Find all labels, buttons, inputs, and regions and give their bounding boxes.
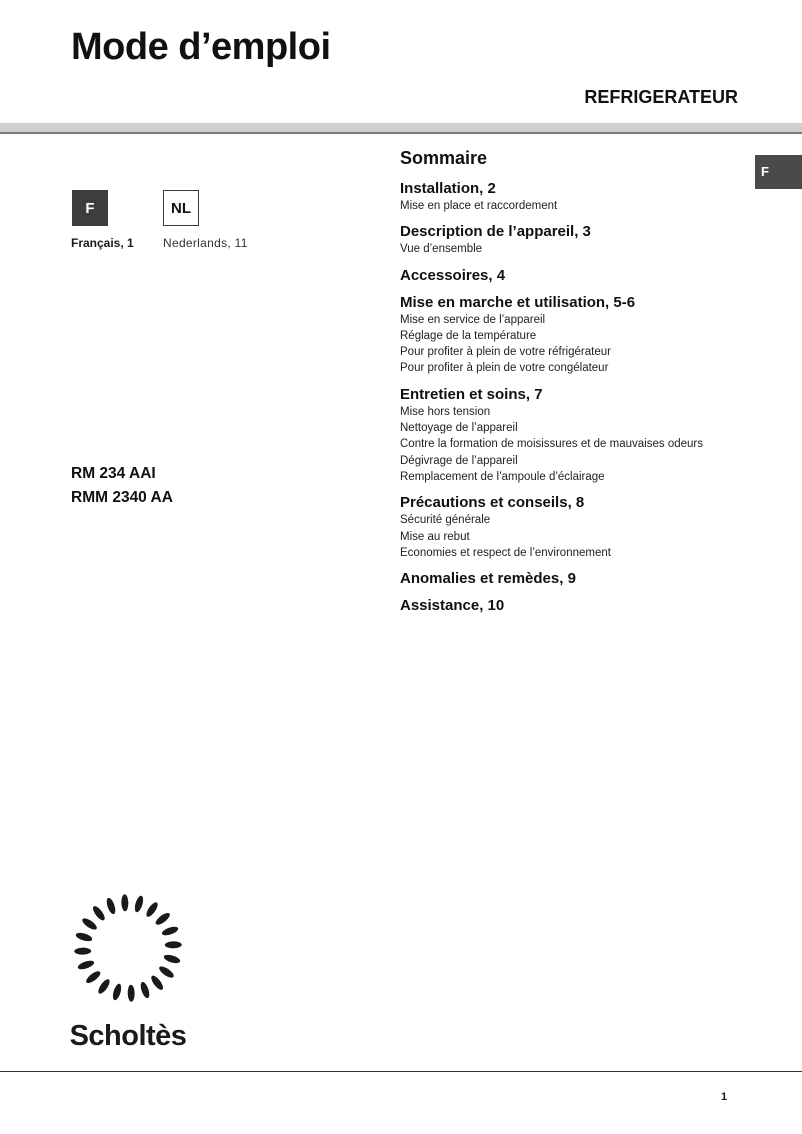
toc-subitem[interactable]: Mise en place et raccordement — [400, 200, 558, 212]
toc-section-heading[interactable]: Assistance, 10 — [400, 597, 505, 615]
language-label-french[interactable]: Français, 1 — [71, 236, 134, 250]
toc-sections — [400, 180, 760, 615]
model-number: RMM 2340 AA — [71, 489, 173, 506]
toc-section — [400, 223, 760, 257]
toc-section — [400, 570, 760, 588]
toc-subitem[interactable]: Contre la formation de moisissures et de mauvaises odeurs — [400, 438, 703, 451]
sun-ray — [144, 901, 160, 918]
toc-subitem[interactable]: Réglage de la température — [400, 329, 537, 342]
toc-section — [400, 386, 760, 485]
toc-subitem[interactable]: Pour profiter à plein de votre réfrigérateur — [400, 346, 611, 359]
page-number: 1 — [721, 1091, 728, 1103]
toc-section-heading[interactable]: Précautions et conseils, 8 — [400, 494, 585, 512]
sun-ray — [96, 978, 112, 995]
sun-ray — [153, 911, 172, 926]
header-divider-line — [0, 132, 802, 134]
sun-ray — [139, 980, 151, 1000]
toc-subitem[interactable]: Economies et respect de l’environnement — [400, 546, 611, 559]
toc-section — [400, 294, 760, 377]
model-list — [71, 462, 173, 510]
sun-ray — [160, 925, 180, 937]
toc-section — [400, 180, 760, 214]
toc-subitem[interactable]: Mise hors tension — [400, 405, 491, 418]
toc-section-heading[interactable]: Description de l’appareil, 3 — [400, 223, 591, 241]
toc-section-heading[interactable]: Accessoires, 4 — [400, 266, 506, 284]
sun-ray — [105, 896, 117, 916]
footer-divider — [0, 1071, 802, 1072]
sun-ray — [111, 984, 122, 1000]
product-type: REFRIGERATEUR — [584, 87, 738, 107]
toc-section-heading[interactable]: Entretien et soins, 7 — [400, 385, 543, 403]
model-number: RM 234 AAI — [71, 465, 156, 482]
language-badge-nl[interactable]: NL — [163, 190, 199, 226]
toc-subitem[interactable]: Vue d’ensemble — [400, 243, 483, 256]
table-of-contents — [400, 148, 760, 624]
toc-section — [400, 597, 760, 615]
sun-ray — [76, 959, 96, 971]
scholtes-logo — [66, 893, 190, 1053]
sun-ray — [158, 964, 175, 980]
language-badge-f[interactable]: F — [72, 190, 108, 226]
sun-ray — [76, 931, 92, 942]
sun-ray — [73, 947, 92, 955]
toc-subitem[interactable]: Nettoyage de l’appareil — [400, 422, 518, 435]
toc-section — [400, 267, 760, 285]
document-title: Mode d’emploi — [71, 26, 331, 68]
sun-ray — [91, 904, 106, 923]
toc-section-heading[interactable]: Installation, 2 — [400, 180, 496, 197]
sun-ray — [133, 896, 144, 912]
sun-rays-icon — [73, 893, 183, 1003]
toc-section — [400, 494, 760, 561]
toc-section-heading[interactable]: Anomalies et remèdes, 9 — [400, 570, 576, 588]
header-divider-bar — [0, 123, 802, 132]
toc-subitem[interactable]: Mise au rebut — [400, 530, 470, 543]
sun-ray — [150, 973, 165, 992]
toc-subitem[interactable]: Sécurité générale — [400, 514, 491, 527]
toc-subitem[interactable]: Remplacement de l’ampoule d’éclairage — [400, 470, 605, 483]
brand-wordmark: Scholtès — [69, 1020, 187, 1052]
toc-subitem[interactable]: Mise en service de l’appareil — [400, 313, 546, 326]
sun-ray — [127, 984, 135, 1003]
sun-ray — [164, 953, 180, 964]
sun-ray — [121, 893, 129, 912]
toc-subitem[interactable]: Pour profiter à plein de votre congélateur — [400, 362, 609, 375]
sun-ray — [81, 916, 98, 932]
toc-subitem[interactable]: Dégivrage de l’appareil — [400, 454, 518, 467]
sun-ray — [164, 941, 183, 949]
toc-section-heading[interactable]: Mise en marche et utilisation, 5-6 — [400, 293, 636, 311]
sun-ray — [84, 970, 103, 985]
toc-title: Sommaire — [400, 148, 488, 168]
language-tab-f[interactable]: F — [755, 155, 802, 189]
language-label-dutch[interactable]: Nederlands, 11 — [163, 236, 248, 250]
